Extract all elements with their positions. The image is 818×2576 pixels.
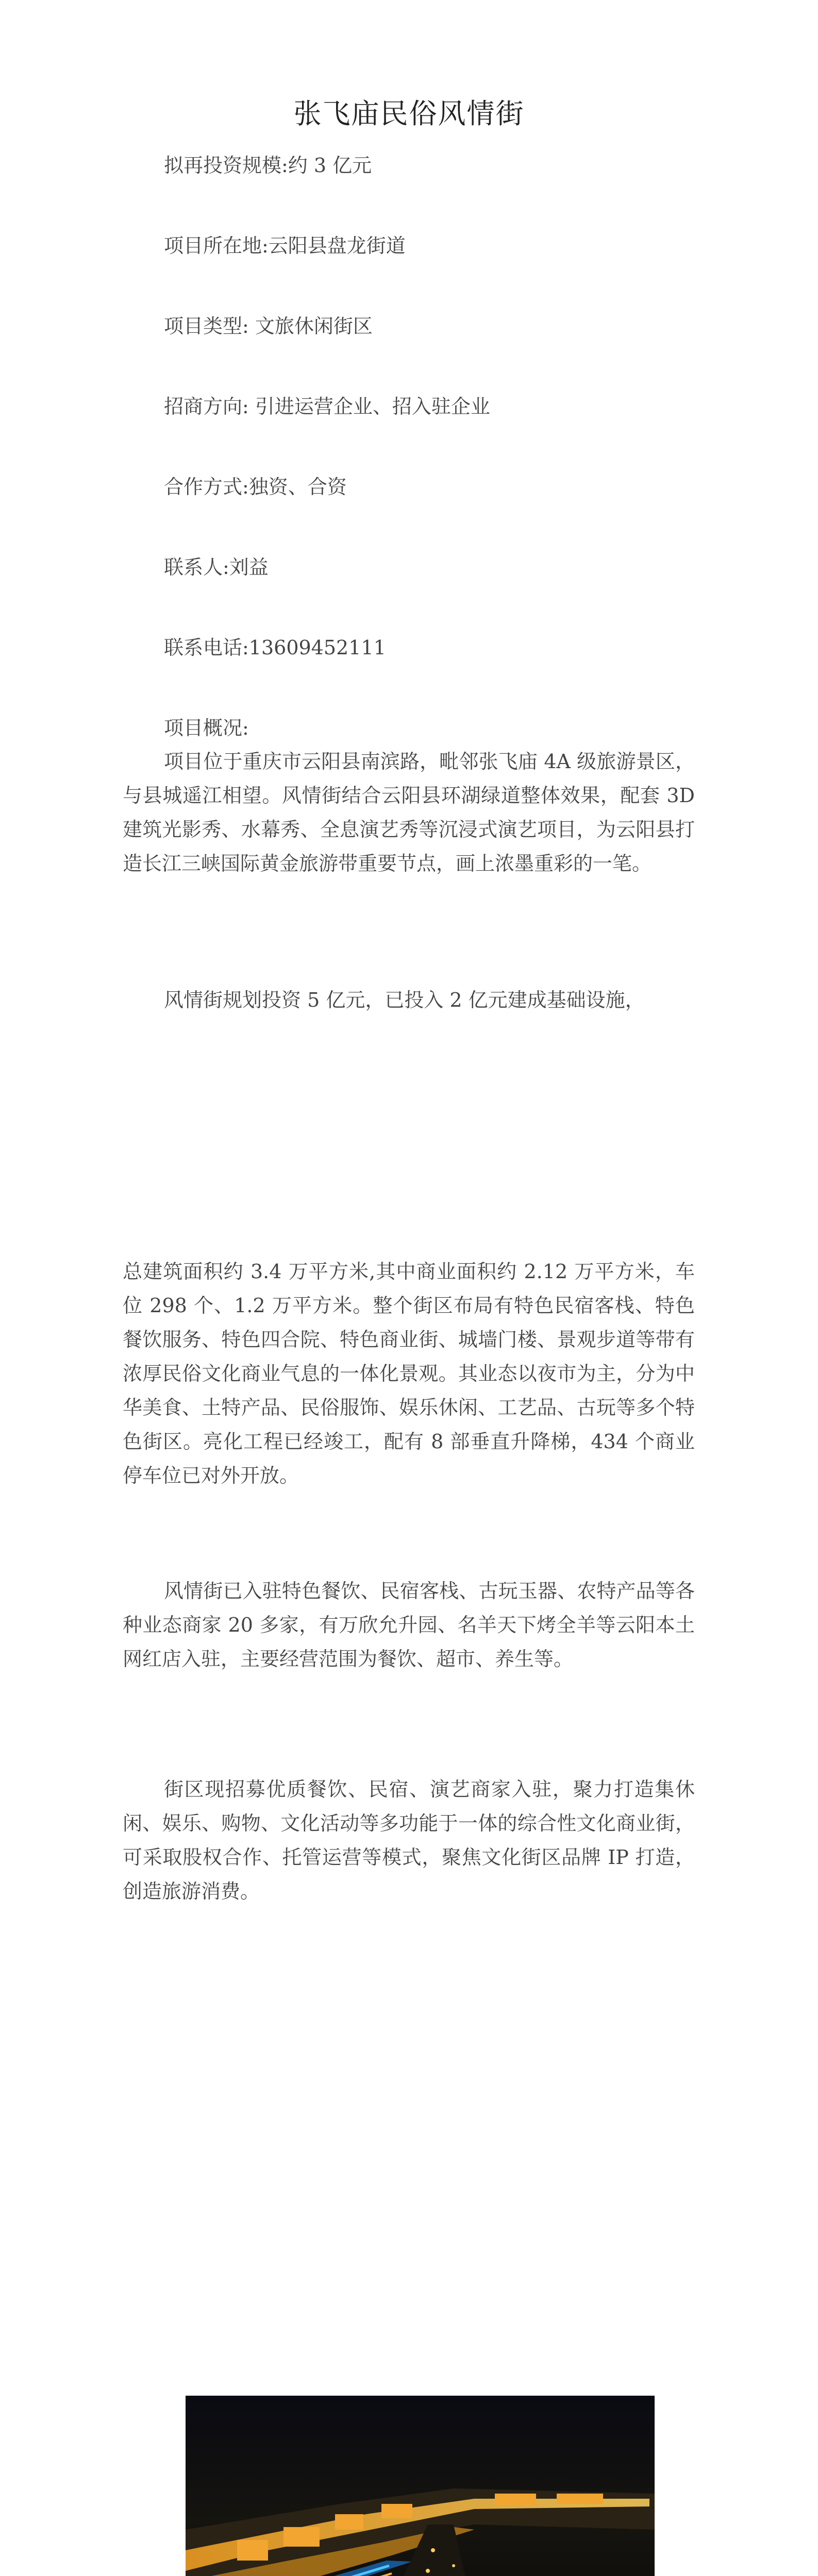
overview-paragraph-3: 总建筑面积约 3.4 万平方米,其中商业面积约 2.12 万平方米，车位 298 个、1.2 万平方米。整个街区布局有特色民宿客栈、特色餐饮服务、特色四合院、特色商业街、城墙门楼、景观步道等带有浓厚民俗文化商业气息的一体化景观。其业态以夜市为主，分为中华美食、土特产品、民俗服饰、娱乐休闲、工艺品、古玩等多个特色街区。亮化工程已经竣工，配有 8 部垂直升降梯，434 个商业停车位已对外开放。 [123,1260,695,1487]
contact-phone: 联系电话:13609452111 [164,636,386,659]
overview-paragraph-2: 风情街规划投资 5 亿元，已投入 2 亿元建成基础设施， [164,989,645,1011]
overview-label: 项目概况: [164,717,249,739]
investment-direction: 招商方向: 引进运营企业、招入驻企业 [164,395,490,418]
investment-scale: 拟再投资规模:约 3 亿元 [164,154,372,177]
night-street-aerial-photo [186,2396,655,2576]
overview-paragraph-5: 街区现招募优质餐饮、民宿、演艺商家入驻，聚力打造集休闲、娱乐、购物、文化活动等多功能于一体的综合性文化商业街，可采取股权合作、托管运营等模式，聚焦文化街区品牌 IP 打造，创造旅游消费。 [123,1778,695,1903]
cooperation-mode: 合作方式:独资、合资 [164,476,347,498]
page-title: 张飞庙民俗风情街 [293,97,525,130]
project-location: 项目所在地:云阳县盘龙街道 [164,234,406,257]
contact-person: 联系人:刘益 [164,556,269,579]
overview-paragraph-4: 风情街已入驻特色餐饮、民宿客栈、古玩玉器、农特产品等各种业态商家 20 多家，有万欣允升园、名羊天下烤全羊等云阳本土网红店入驻，主要经营范围为餐饮、超市、养生等。 [123,1580,695,1670]
overview-paragraph-1: 项目位于重庆市云阳县南滨路，毗邻张飞庙 4A 级旅游景区，与县城遥江相望。风情街结合云阳县环湖绿道整体效果，配套 3D 建筑光影秀、水幕秀、全息演艺秀等沉浸式演艺项目，为云阳县打造长江三峡国际黄金旅游带重要节点，画上浓墨重彩的一笔。 [123,750,695,875]
project-type: 项目类型: 文旅休闲街区 [164,315,373,337]
